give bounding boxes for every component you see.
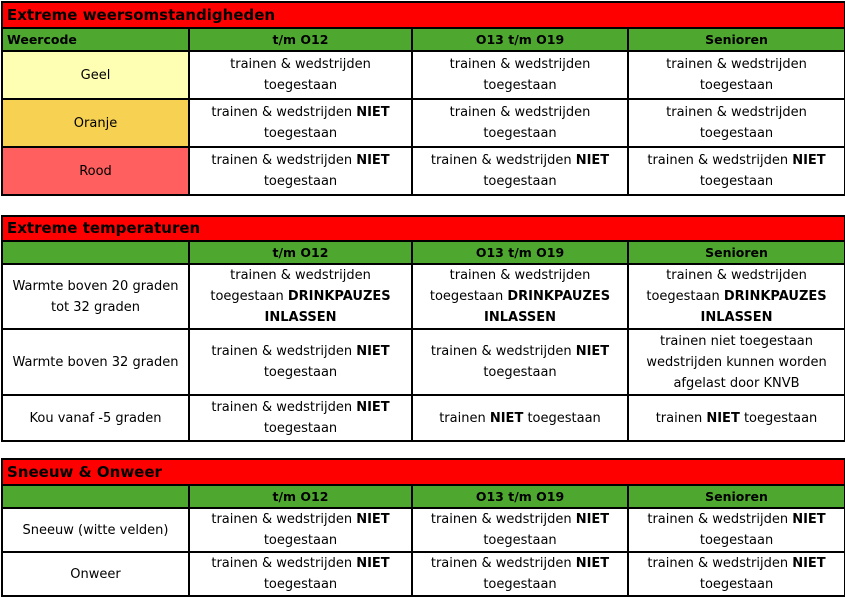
- cell-text: trainen & wedstrijden toegestaan DRINKPAUZES INLASSEN: [189, 264, 412, 329]
- cell-text: trainen & wedstrijden NIET toegestaan: [628, 508, 845, 552]
- row-label-yellow: Geel: [2, 51, 189, 99]
- cell-text: trainen & wedstrijden toegestaan DRINKPAUZES INLASSEN: [412, 264, 628, 329]
- cell-text: trainen & wedstrijden NIET toegestaan: [412, 508, 628, 552]
- table-row: [2, 51, 845, 99]
- temperature-table: [1, 215, 845, 442]
- cell-text: trainen & wedstrijden NIET toegestaan: [189, 147, 412, 195]
- cell-text: trainen & wedstrijden NIET toegestaan: [412, 329, 628, 395]
- section-title: Extreme temperaturen: [2, 216, 845, 241]
- table-row: [2, 264, 845, 329]
- column-header-o13-o19: O13 t/m O19: [412, 28, 628, 51]
- cell-text: trainen NIET toegestaan: [412, 395, 628, 441]
- cell-text: trainen & wedstrijden toegestaan: [189, 51, 412, 99]
- cell-text: trainen & wedstrijden NIET toegestaan: [189, 508, 412, 552]
- column-header-seniors: Senioren: [628, 28, 845, 51]
- section-title: Sneeuw & Onweer: [2, 459, 845, 485]
- row-label-red: Rood: [2, 147, 189, 195]
- column-header-o13-o19: O13 t/m O19: [412, 485, 628, 508]
- column-header-seniors: Senioren: [628, 241, 845, 264]
- section-title: Extreme weersomstandigheden: [2, 2, 845, 28]
- column-header-u12: t/m O12: [189, 485, 412, 508]
- cell-text: trainen & wedstrijden toegestaan: [628, 51, 845, 99]
- snow-thunder-table: [1, 458, 845, 597]
- cell-text: trainen niet toegestaan wedstrijden kunnen worden afgelast door KNVB: [628, 329, 845, 395]
- cell-text: trainen & wedstrijden toegestaan: [628, 99, 845, 147]
- table-row: [2, 508, 845, 552]
- column-header-seniors: Senioren: [628, 485, 845, 508]
- column-header-empty: [2, 485, 189, 508]
- table-row: [2, 552, 845, 596]
- cell-text: trainen & wedstrijden NIET toegestaan: [189, 99, 412, 147]
- cell-text: trainen & wedstrijden toegestaan: [412, 51, 628, 99]
- cell-text: trainen & wedstrijden toegestaan DRINKPAUZES INLASSEN: [628, 264, 845, 329]
- row-label: Warmte boven 20 graden tot 32 graden: [2, 264, 189, 329]
- cell-text: trainen NIET toegestaan: [628, 395, 845, 441]
- row-label: Onweer: [2, 552, 189, 596]
- column-header-empty: [2, 241, 189, 264]
- weather-conditions-table: [1, 1, 845, 196]
- row-label: Warmte boven 32 graden: [2, 329, 189, 395]
- cell-text: trainen & wedstrijden NIET toegestaan: [189, 552, 412, 596]
- cell-text: trainen & wedstrijden NIET toegestaan: [412, 552, 628, 596]
- cell-text: trainen & wedstrijden NIET toegestaan: [628, 147, 845, 195]
- column-header-u12: t/m O12: [189, 241, 412, 264]
- row-label: Kou vanaf -5 graden: [2, 395, 189, 441]
- cell-text: trainen & wedstrijden NIET toegestaan: [412, 147, 628, 195]
- table-row: [2, 99, 845, 147]
- column-header-u12: t/m O12: [189, 28, 412, 51]
- column-header-weathercode: Weercode: [2, 28, 189, 51]
- table-row: [2, 147, 845, 195]
- cell-text: trainen & wedstrijden NIET toegestaan: [189, 395, 412, 441]
- cell-text: trainen & wedstrijden NIET toegestaan: [628, 552, 845, 596]
- table-row: [2, 329, 845, 395]
- row-label: Sneeuw (witte velden): [2, 508, 189, 552]
- cell-text: trainen & wedstrijden toegestaan: [412, 99, 628, 147]
- row-label-orange: Oranje: [2, 99, 189, 147]
- table-row: [2, 395, 845, 441]
- column-header-o13-o19: O13 t/m O19: [412, 241, 628, 264]
- cell-text: trainen & wedstrijden NIET toegestaan: [189, 329, 412, 395]
